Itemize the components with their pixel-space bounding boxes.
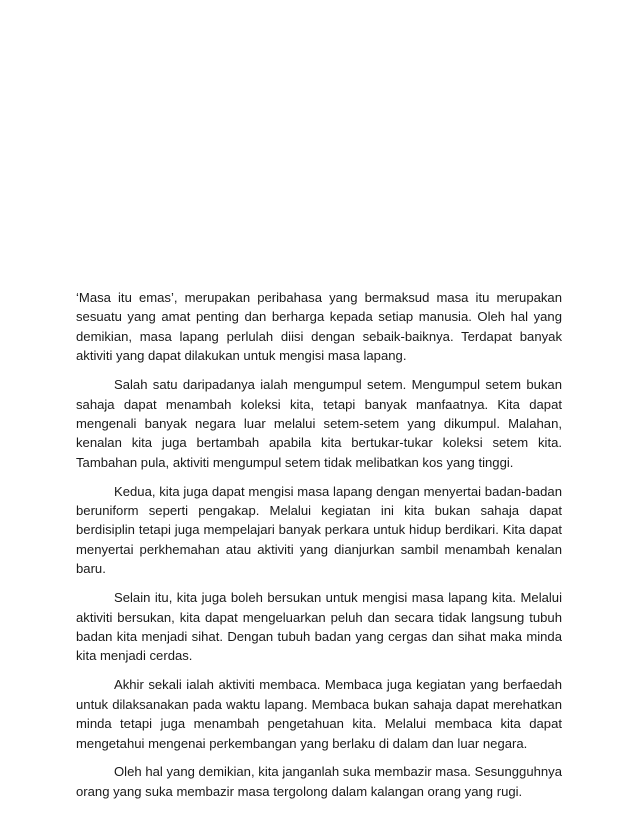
paragraph-sports: Selain itu, kita juga boleh bersukan untuk mengisi masa lapang kita. Melalui aktiviti bersukan, kita dapat mengeluarkan peluh dan secara tidak langsung tubuh badan kita menjadi sihat. Dengan tubuh badan yang cergas dan sihat maka minda kita menjadi cerdas.: [76, 590, 562, 664]
paragraph-stamp-collecting: Salah satu daripadanya ialah mengumpul setem. Mengumpul setem bukan sahaja dapat menambah koleksi kita, tetapi banyak manfaatnya. Kita dapat mengenali banyak negara luar melalui setem-setem yang dikumpul. Malahan, kenalan kita juga bertambah apabila kita bertukar-tukar koleksi setem kita. Tambahan pula, aktiviti mengumpul setem tidak melibatkan kos yang tinggi.: [76, 377, 562, 470]
paragraph-conclusion: Oleh hal yang demikian, kita janganlah suka membazir masa. Sesungguhnya orang yang suka membazir masa tergolong dalam kalangan orang yang rugi.: [76, 764, 562, 799]
paragraph-reading: Akhir sekali ialah aktiviti membaca. Membaca juga kegiatan yang berfaedah untuk dilaksanakan pada waktu lapang. Membaca bukan sahaja dapat merehatkan minda tetapi juga menambah pengetahuan kita. Melalui membaca kita dapat mengetahui mengenai perkembangan yang berlaku di dalam dan luar negara.: [76, 677, 562, 751]
essay-body: [76, 288, 562, 811]
paragraph-introduction: ‘Masa itu emas’, merupakan peribahasa yang bermaksud masa itu merupakan sesuatu yang amat penting dan berharga kepada setiap manusia. Oleh hal yang demikian, masa lapang perlulah diisi dengan sebaik-baiknya. Terdapat banyak aktiviti yang dapat dilakukan untuk mengisi masa lapang.: [76, 290, 562, 364]
paragraph-uniformed-bodies: Kedua, kita juga dapat mengisi masa lapang dengan menyertai badan-badan beruniform seperti pengakap. Melalui kegiatan ini kita bukan sahaja dapat berdisiplin tetapi juga mempelajari banyak perkara untuk hidup berdikari. Kita dapat menyertai perkhemahan atau aktiviti yang dianjurkan sambil menambah kenalan baru.: [76, 483, 562, 577]
